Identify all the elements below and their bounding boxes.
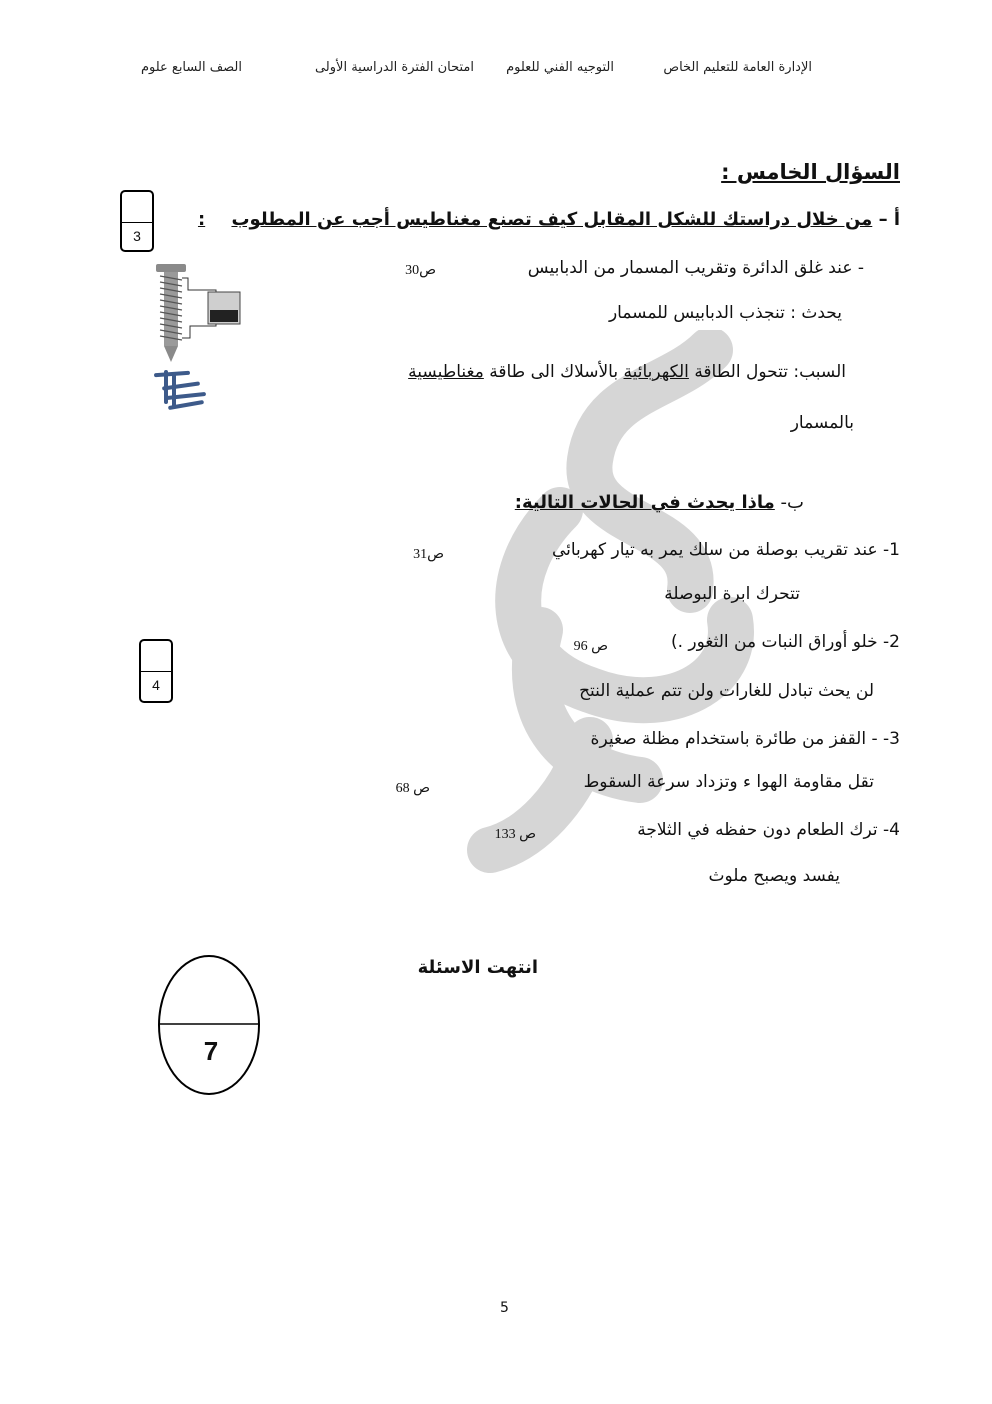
part-a-condition-ref: ص30 xyxy=(405,263,436,278)
part-b-title-end: : xyxy=(514,492,522,513)
reason-word-4: مغناطيسية xyxy=(408,362,484,382)
item-4-question: 4- ترك الطعام دون حفظه في الثلاجة xyxy=(637,820,900,840)
score-value-part-b: 4 xyxy=(152,677,160,693)
watermark-graphic xyxy=(440,330,800,890)
item-3-ref: ص 68 xyxy=(395,781,430,796)
item-4-answer: يفسد ويصبح ملوث xyxy=(708,866,840,886)
battery-base xyxy=(210,310,238,322)
score-box-part-b xyxy=(139,639,173,703)
part-b-title xyxy=(515,492,804,513)
total-score-oval xyxy=(155,953,263,1097)
part-a-prefix: أ – xyxy=(878,209,900,230)
part-a-prompt-end: : xyxy=(197,209,206,230)
part-a-prompt xyxy=(198,209,900,230)
score-box-part-a xyxy=(120,190,154,252)
item-4-ref: ص 133 xyxy=(494,827,536,842)
part-b-prefix: ب- xyxy=(780,492,804,513)
reason-word-1: تتحول الطاقة xyxy=(694,362,788,382)
reason-label: السبب: xyxy=(793,362,846,382)
nail-tip xyxy=(164,346,178,362)
item-1-ref: ص31 xyxy=(413,547,444,562)
reason-word-2: الكهربائية xyxy=(623,362,689,382)
header-guidance: التوجيه الفني للعلوم xyxy=(506,60,614,75)
item-2-question: 2- خلو أوراق النبات من الثغور .) xyxy=(670,632,900,652)
header-grade: الصف السابع علوم xyxy=(140,60,242,75)
nail-head xyxy=(156,264,186,272)
part-a-happens: يحدث : تنجذب الدبابيس للمسمار xyxy=(608,303,842,323)
part-a-condition: - عند غلق الدائرة وتقريب المسمار من الدبابيس xyxy=(527,258,864,278)
electromagnet-figure xyxy=(148,262,248,417)
score-value-part-a: 3 xyxy=(133,228,141,244)
reason-word-3: بالأسلاك الى طاقة xyxy=(489,362,619,382)
item-1-question: 1- عند تقريب بوصلة من سلك يمر به تيار كهربائي xyxy=(551,540,900,560)
page-number: 5 xyxy=(500,1300,509,1316)
item-2-answer: لن يحث تبادل للغارات ولن تتم عملية النتح xyxy=(579,681,874,701)
item-1-answer: تتحرك ابرة البوصلة xyxy=(664,584,800,604)
total-score-value: 7 xyxy=(203,1036,219,1066)
header-exam: امتحان الفترة الدراسية الأولى xyxy=(314,60,474,75)
item-3-answer: تقل مقاومة الهوا ء وتزداد سرعة السقوط xyxy=(583,772,874,792)
header-admin: الإدارة العامة للتعليم الخاص xyxy=(663,60,812,75)
part-a-prompt-text: من خلال دراستك للشكل المقابل كيف تصنع مغناطيس أجب عن المطلوب xyxy=(231,209,873,230)
part-a-reason-end: بالمسمار xyxy=(790,413,854,433)
item-3-question: 3- - القفز من طائرة باستخدام مظلة صغيرة xyxy=(590,729,900,749)
part-b-title-text: ماذا يحدث في الحالات التالية xyxy=(522,492,775,513)
end-text: انتهت الاسئلة xyxy=(417,957,538,978)
question5-title: السؤال الخامس : xyxy=(721,160,900,184)
item-2-ref: ص 96 xyxy=(573,639,608,654)
part-a-reason xyxy=(408,362,846,382)
pins xyxy=(154,370,206,410)
